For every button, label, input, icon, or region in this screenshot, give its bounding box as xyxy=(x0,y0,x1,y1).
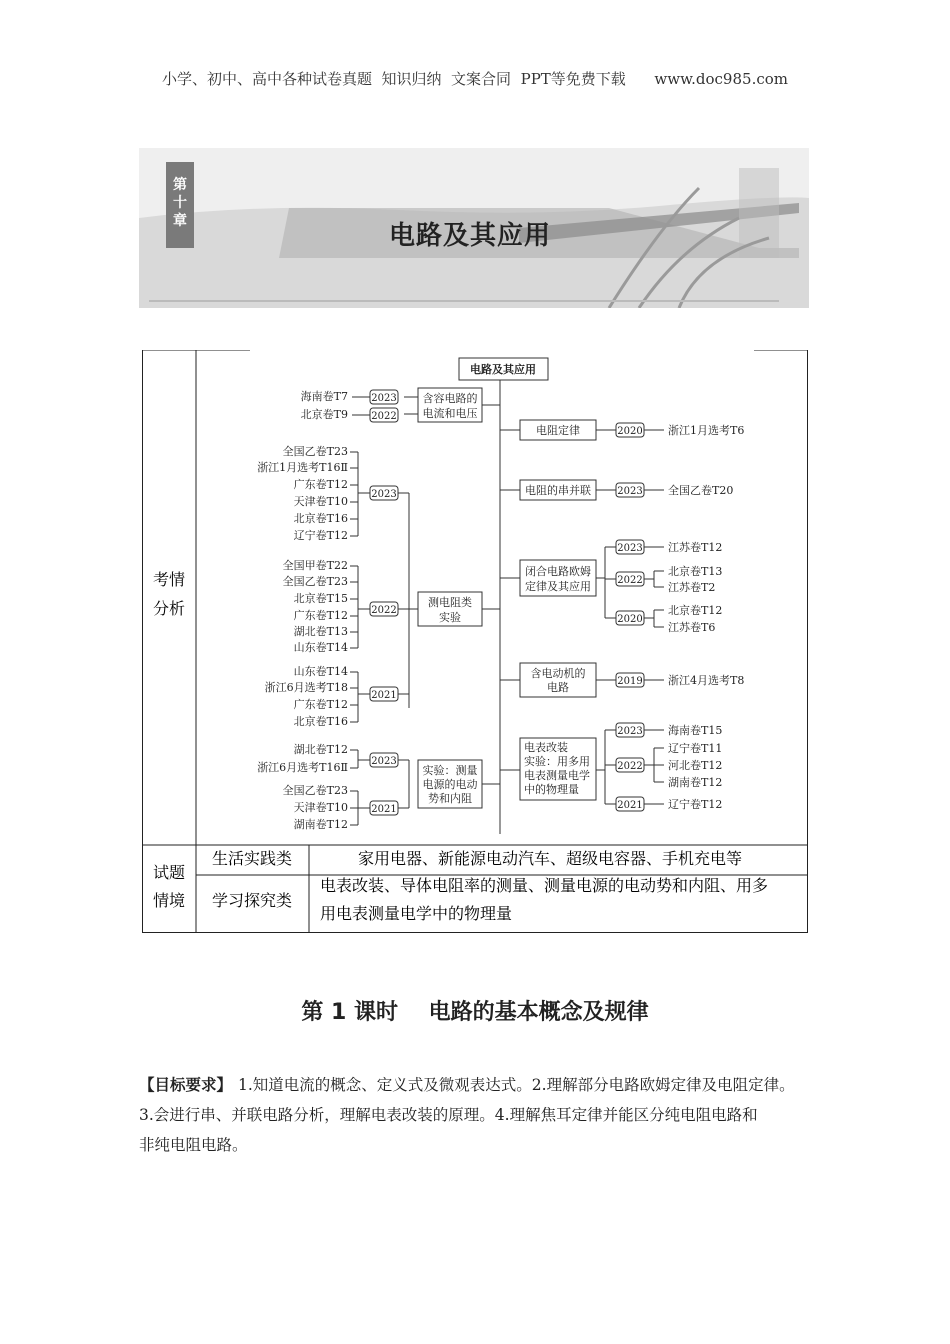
scenario-category: 学习探究类 xyxy=(212,891,293,910)
mindmap-item: 北京卷T12 xyxy=(668,604,723,617)
mindmap-item: 全国乙卷T23 xyxy=(282,575,348,588)
mindmap-item: 广东卷T12 xyxy=(293,478,348,491)
goals-line: 非纯电阻电路。 xyxy=(139,1136,248,1154)
mindmap-topic: 电路 xyxy=(547,681,569,694)
learning-goals xyxy=(139,1070,819,1160)
chapter-tag-char: 第 xyxy=(173,177,187,193)
mindmap-item: 北京卷T16 xyxy=(293,512,348,525)
mindmap-year: 2022 xyxy=(371,605,397,616)
mindmap-item: 北京卷T9 xyxy=(300,408,348,421)
scenario-content: 用电表测量电学中的物理量 xyxy=(320,904,513,923)
mindmap-item: 江苏卷T2 xyxy=(668,581,716,594)
mindmap-item: 湖南卷T12 xyxy=(668,776,723,789)
goals-line xyxy=(139,1070,819,1100)
mindmap-item: 江苏卷T6 xyxy=(668,621,716,634)
scenario-content: 电表改装、导体电阻率的测量、测量电源的电动势和内阻、用多 xyxy=(320,876,769,895)
exam-analysis-table xyxy=(142,350,808,933)
row-label: 情境 xyxy=(153,891,186,910)
row-label: 试题 xyxy=(153,863,186,882)
lesson-title: 第 1 课时 电路的基本概念及规律 xyxy=(301,1000,649,1025)
mindmap-item: 浙江4月选考T8 xyxy=(668,674,745,687)
row-label: 考情 xyxy=(153,570,186,589)
mindmap-item: 北京卷T13 xyxy=(668,565,723,578)
mindmap-item: 海南卷T7 xyxy=(300,390,348,403)
mindmap-year: 2022 xyxy=(371,411,397,422)
mindmap-year: 2023 xyxy=(617,486,643,497)
mindmap-item: 浙江6月选考T18 xyxy=(264,681,348,694)
row-label: 分析 xyxy=(153,599,186,618)
mindmap-topic: 含电动机的 xyxy=(530,667,586,680)
chapter-title: 电路及其应用 xyxy=(389,221,552,251)
mindmap-item: 广东卷T12 xyxy=(293,609,348,622)
mindmap-item: 全国乙卷T23 xyxy=(282,445,348,458)
mindmap-topic: 测电阻类 xyxy=(428,596,472,609)
mindmap-topic: 电流和电压 xyxy=(422,407,478,420)
mindmap-item: 北京卷T16 xyxy=(293,715,348,728)
mindmap-item: 北京卷T15 xyxy=(293,592,348,605)
chapter-tag-char: 章 xyxy=(173,213,187,229)
mindmap-item: 辽宁卷T12 xyxy=(293,529,348,542)
mindmap-item: 天津卷T10 xyxy=(293,801,348,814)
scenario-category: 生活实践类 xyxy=(212,849,293,868)
mindmap-year: 2022 xyxy=(617,575,643,586)
mindmap-topic: 实验：测量 xyxy=(422,764,478,777)
mindmap-year: 2023 xyxy=(371,489,397,500)
mindmap-year: 2023 xyxy=(617,543,643,554)
mindmap-item: 河北卷T12 xyxy=(668,759,723,772)
mindmap-item: 广东卷T12 xyxy=(293,698,348,711)
mindmap-item: 全国乙卷T20 xyxy=(668,484,734,497)
mindmap-year: 2019 xyxy=(617,676,643,687)
mindmap-year: 2023 xyxy=(371,756,397,767)
mindmap-year: 2023 xyxy=(617,726,643,737)
mindmap-item: 山东卷T14 xyxy=(293,665,348,678)
goals-line: 3.会进行串、并联电路分析，理解电表改装的原理。4.理解焦耳定律并能区分纯电阻电路和 xyxy=(139,1106,758,1124)
mindmap-topic: 势和内阻 xyxy=(428,792,472,805)
mindmap-topic: 中的物理量 xyxy=(524,783,579,796)
mindmap-item: 天津卷T10 xyxy=(293,495,348,508)
mindmap-year: 2021 xyxy=(371,690,397,701)
mindmap-item: 江苏卷T12 xyxy=(668,541,723,554)
mindmap-year: 2022 xyxy=(617,761,643,772)
site-header: 小学、初中、高中各种试卷真题 知识归纳 文案合同 PPT等免费下载 www.doc985.com xyxy=(161,70,788,88)
mindmap-year: 2021 xyxy=(371,804,397,815)
mindmap-topic: 含容电路的 xyxy=(422,392,478,405)
mindmap-item: 湖南卷T12 xyxy=(293,818,348,831)
mindmap-year: 2020 xyxy=(617,426,643,437)
mindmap-item: 海南卷T15 xyxy=(668,724,723,737)
mindmap-item: 辽宁卷T11 xyxy=(668,742,723,755)
mindmap-year: 2021 xyxy=(617,800,643,811)
mindmap-topic: 电源的电动 xyxy=(422,778,478,791)
chapter-tag xyxy=(166,162,194,248)
mindmap-topic: 实验 xyxy=(439,611,461,624)
mindmap-root: 电路及其应用 xyxy=(470,363,536,376)
goals-text: 1.知道电流的概念、定义式及微观表达式。2.理解部分电路欧姆定律及电阻定律。 xyxy=(238,1076,795,1094)
mindmap-item: 全国乙卷T23 xyxy=(282,784,348,797)
mindmap-topic: 电表测量电学 xyxy=(524,769,590,782)
mindmap-topic: 闭合电路欧姆 xyxy=(525,565,591,578)
mindmap-item: 全国甲卷T22 xyxy=(282,559,348,572)
mindmap-item: 山东卷T14 xyxy=(293,641,348,654)
mindmap-item: 浙江1月选考T6 xyxy=(668,424,745,437)
goals-label: 【目标要求】 xyxy=(139,1076,233,1094)
chapter-tag-char: 十 xyxy=(173,195,187,211)
mindmap-item: 湖北卷T12 xyxy=(293,743,348,756)
mindmap-item: 辽宁卷T12 xyxy=(668,798,723,811)
mindmap-item: 湖北卷T13 xyxy=(293,625,348,638)
mindmap-topic: 电表改装 xyxy=(524,741,568,754)
mindmap-topic: 定律及其应用 xyxy=(525,580,591,593)
mindmap-year: 2023 xyxy=(371,393,397,404)
mindmap-year: 2020 xyxy=(617,614,643,625)
mindmap-topic: 实验：用多用 xyxy=(524,755,590,768)
mindmap-topic: 电阻定律 xyxy=(536,424,580,437)
scenario-content: 家用电器、新能源电动汽车、超级电容器、手机充电等 xyxy=(358,849,743,868)
mindmap-topic: 电阻的串并联 xyxy=(525,484,591,497)
mindmap-item: 浙江6月选考T16Ⅱ xyxy=(257,761,348,774)
mindmap-item: 浙江1月选考T16Ⅱ xyxy=(257,461,348,474)
